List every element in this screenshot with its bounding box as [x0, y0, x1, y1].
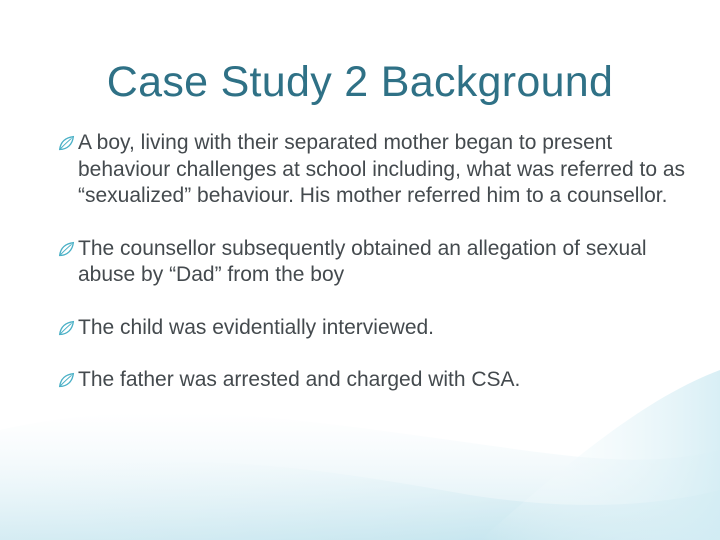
- leaf-bullet-icon: [58, 135, 75, 152]
- leaf-bullet-icon: [58, 320, 75, 337]
- bullet-text: A boy, living with their separated mother began to present behaviour challenges at school including, what was referred to as “sexualized” behaviour. His mother referred him to a counsellor.: [78, 131, 686, 207]
- bullet-item: [58, 130, 698, 210]
- leaf-bullet-icon: [58, 372, 75, 389]
- bullet-item: [58, 236, 698, 289]
- bullet-list: [58, 130, 698, 394]
- bullet-item: [58, 315, 698, 342]
- leaf-bullet-icon: [58, 241, 75, 258]
- bullet-text: The child was evidentially interviewed.: [78, 315, 435, 339]
- slide-title: Case Study 2 Background: [106, 58, 614, 106]
- bullet-text: The counsellor subsequently obtained an allegation of sexual abuse by “Dad” from the boy: [78, 236, 647, 286]
- bullet-item: [58, 367, 698, 394]
- bullet-text: The father was arrested and charged with CSA.: [78, 368, 521, 391]
